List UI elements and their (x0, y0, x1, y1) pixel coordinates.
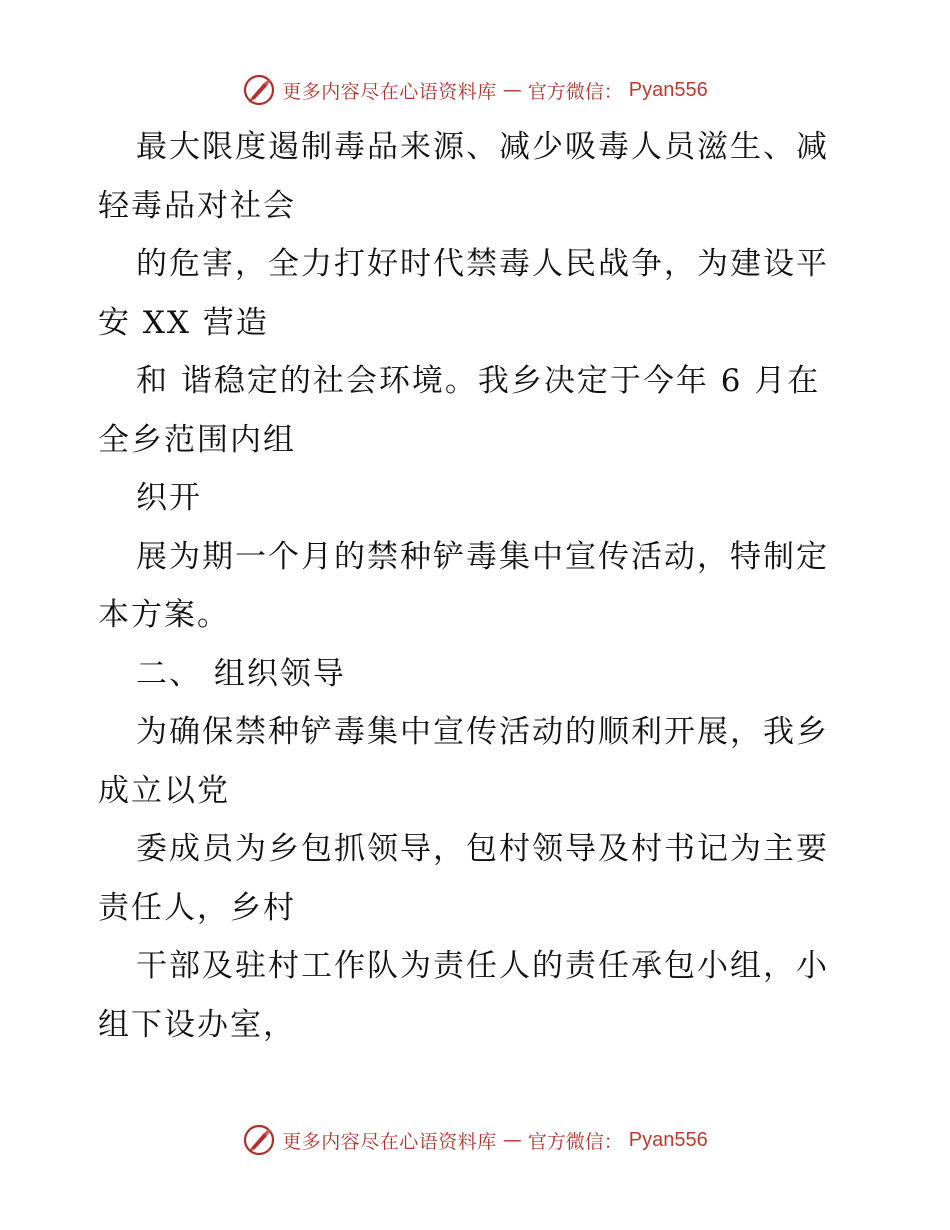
paragraph-line: 和 谐稳定的社会环境。我乡决定于今年 6 月在 (136, 363, 821, 399)
footer-banner-separator: — (502, 1129, 522, 1151)
paragraph-line: 织开 (136, 480, 202, 516)
header-banner-official-label: 官方微信： (527, 80, 623, 103)
footer-banner-official-label: 官方微信： (527, 1130, 623, 1153)
header-banner-separator: — (502, 79, 522, 101)
header-watermark-banner (0, 70, 950, 110)
paragraph-line: 全乡范围内组 (98, 421, 296, 458)
footer-banner-main-text: 更多内容尽在心语资料库 (282, 1130, 497, 1153)
footer-watermark-banner (0, 1120, 950, 1160)
paragraph-line: 为确保禁种铲毒集中宣传活动的顺利开展，我乡 (136, 714, 829, 750)
paragraph-line: 安 XX 营造 (98, 304, 269, 341)
paragraph-line: 轻毒品对社会 (98, 187, 296, 224)
paragraph-line: 组下设办室， (98, 1006, 296, 1043)
paragraph-line: 委成员为乡包抓领导，包村领导及村书记为主要 (136, 831, 829, 867)
paragraph-line: 展为期一个月的禁种铲毒集中宣传活动，特制定 (136, 538, 829, 575)
paragraph-line: 本方案。 (98, 597, 230, 633)
paragraph-line: 最大限度遏制毒品来源、减少吸毒人员滋生、减 (136, 129, 829, 165)
header-banner-main-text: 更多内容尽在心语资料库 (282, 80, 497, 103)
document-body-text (98, 118, 858, 1054)
paragraph-line: 二、 组织领导 (136, 655, 346, 692)
paragraph-line: 成立以党 (98, 772, 230, 809)
header-banner-wechat-id: Pyan556 (628, 78, 708, 101)
paragraph-line: 责任人，乡村 (98, 889, 296, 926)
quill-pen-circle-icon (242, 73, 276, 107)
footer-banner-wechat-id: Pyan556 (628, 1128, 708, 1151)
quill-pen-circle-icon (242, 1123, 276, 1157)
paragraph-line: 干部及驻村工作队为责任人的责任承包小组，小 (136, 948, 829, 984)
paragraph-line: 的危害，全力打好时代禁毒人民战争，为建设平 (136, 246, 829, 282)
